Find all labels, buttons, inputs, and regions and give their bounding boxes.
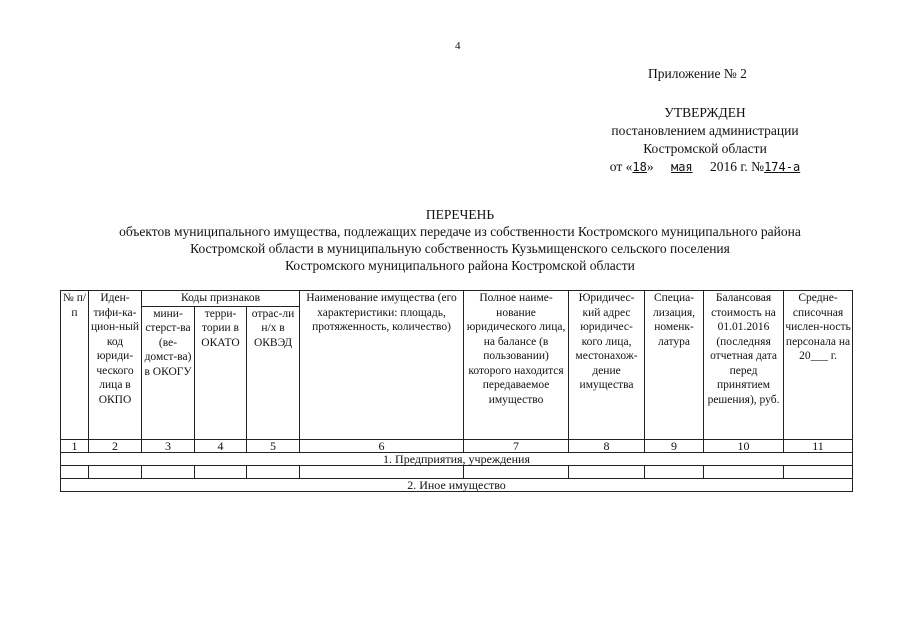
header-okato: терри-тории в ОКАТО <box>195 306 247 439</box>
date-prefix: от « <box>609 159 633 174</box>
header-okved: отрас-ли н/х в ОКВЭД <box>247 306 300 439</box>
header-codes: Коды признаков <box>142 291 300 307</box>
header-number: № п/п <box>61 291 89 440</box>
approval-block <box>565 104 845 176</box>
header-legal-entity: Полное наиме-нование юридического лица, на балансе (в пользовании) которого находится передаваемое имущество <box>464 291 569 440</box>
section-other-property: 2. Иное имущество <box>61 478 853 491</box>
column-number: 8 <box>569 439 645 452</box>
title-line-1: объектов муниципального имущества, подлежащих передаче из собственности Костромского муниципального района <box>119 224 801 239</box>
approval-day: 18 <box>632 160 647 174</box>
page-number: 4 <box>455 40 461 52</box>
date-mid: » <box>646 159 654 174</box>
title-line-3: Костромского муниципального района Костромской области <box>285 258 635 273</box>
approval-month: мая <box>670 160 693 174</box>
header-balance-cost: Балансовая стоимость на 01.01.2016 (последняя отчетная дата перед принятием решения), руб. <box>704 291 784 440</box>
column-number: 11 <box>784 439 853 452</box>
column-number: 1 <box>61 439 89 452</box>
approval-date-line <box>565 158 845 176</box>
header-staff-count: Средне-списочная числен-ность персонала на 20___ г. <box>784 291 853 440</box>
title-line-2: Костромской области в муниципальную собственность Кузьмищенского сельского поселения <box>190 241 730 256</box>
column-number: 9 <box>645 439 704 452</box>
header-property-name: Наименование имущества (его характеристики: площадь, протяженность, количество) <box>300 291 464 440</box>
column-number: 2 <box>89 439 142 452</box>
column-number: 3 <box>142 439 195 452</box>
property-table <box>60 290 853 492</box>
approval-line-2: Костромской области <box>643 141 767 156</box>
approval-line-1: постановлением администрации <box>611 123 799 138</box>
appendix-label: Приложение № 2 <box>648 66 747 81</box>
empty-row <box>61 465 853 478</box>
title-heading: ПЕРЕЧЕНЬ <box>425 207 495 222</box>
column-number: 10 <box>704 439 784 452</box>
column-number: 5 <box>247 439 300 452</box>
approval-year: 2016 г. № <box>710 159 765 174</box>
document-title <box>60 206 860 274</box>
approval-number: 174-а <box>764 160 801 174</box>
header-okpo: Иден-тифи-ка-цион-ный код юриди-ческого лица в ОКПО <box>89 291 142 440</box>
column-number: 6 <box>300 439 464 452</box>
header-okogu: мини-стерст-ва (ве-домст-ва) в ОКОГУ <box>142 306 195 439</box>
column-number: 4 <box>195 439 247 452</box>
header-address: Юридичес-кий адрес юридичес-кого лица, местонахож-дение имущества <box>569 291 645 440</box>
header-specialization: Специа-лизация, номенк-латура <box>645 291 704 440</box>
section-enterprises: 1. Предприятия, учреждения <box>61 452 853 465</box>
column-number: 7 <box>464 439 569 452</box>
approval-heading: УТВЕРЖДЕН <box>664 105 746 120</box>
